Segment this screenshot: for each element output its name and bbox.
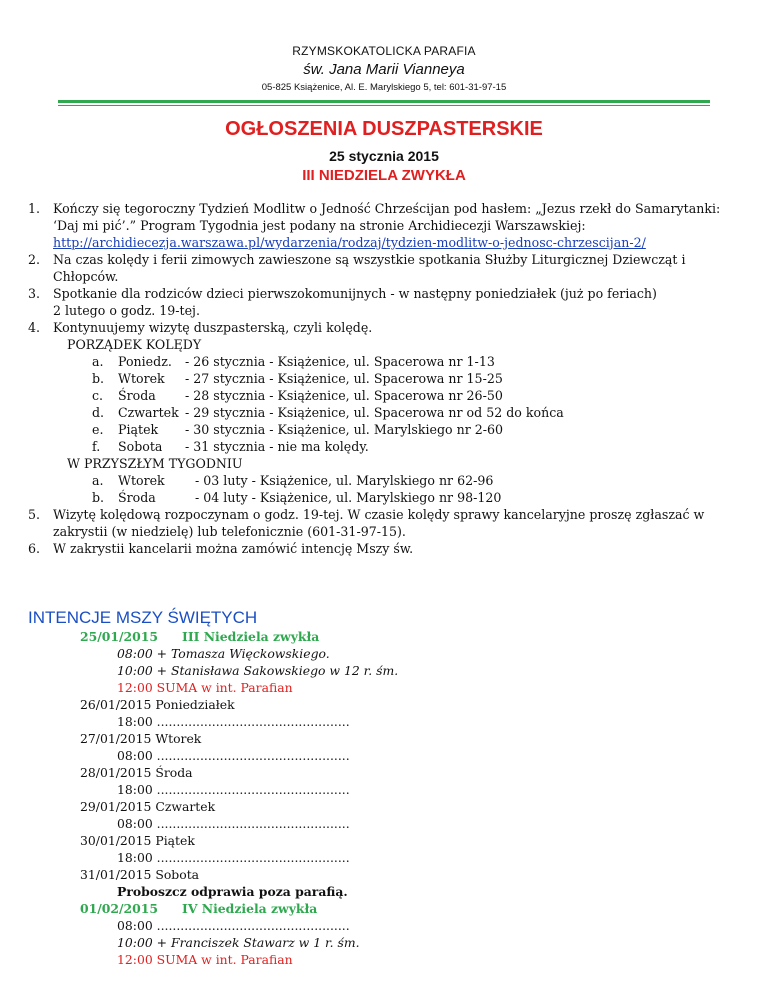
mass-entry: 08:00 .................................................: [117, 918, 350, 933]
parish-name: św. Jana Marii Vianneya: [303, 61, 465, 78]
row-letter: f.: [92, 439, 101, 454]
item-text: Na czas kolędy i ferii zimowych zawieszone są wszystkie spotkania Służby Liturgicznej Dziewcząt i Chłopców.: [53, 252, 686, 284]
mass-entry: 18:00 .................................................: [117, 782, 350, 797]
koleda-row: [28, 387, 748, 404]
row-day: Wtorek: [118, 473, 165, 488]
next-week-heading: W PRZYSZŁYM TYGODNIU: [67, 456, 243, 471]
row-letter: d.: [92, 405, 105, 420]
item-number: 1.: [28, 201, 41, 216]
day-label: 27/01/2015 Wtorek: [80, 731, 202, 746]
item-text: Spotkanie dla rodziców dzieci pierwszokomunijnych - w następny poniedziałek (już po feriach): [53, 286, 657, 301]
announcement-item: [28, 506, 748, 540]
sunday-date: 01/02/2015: [80, 901, 159, 916]
saturday-note: Proboszcz odprawia poza parafią.: [117, 884, 348, 899]
koleda-row: [28, 421, 748, 438]
item-number: 3.: [28, 286, 41, 301]
header-rule-thick: [58, 100, 710, 103]
mass-entry: 10:00 + Franciszek Stawarz w 1 r. śm.: [117, 935, 360, 950]
koleda-heading: PORZĄDEK KOLĘDY: [67, 337, 202, 352]
row-info: - 30 stycznia - Książenice, ul. Marylskiego nr 2-60: [185, 422, 504, 437]
mass-entry: 08:00 .................................................: [117, 816, 350, 831]
row-info: - 26 stycznia - Książenice, ul. Spacerowa nr 1-13: [185, 354, 495, 369]
row-day: Czwartek: [118, 405, 179, 420]
sunday-name: IV Niedziela zwykła: [182, 901, 318, 916]
announcement-item: [28, 319, 748, 336]
row-letter: a.: [92, 354, 104, 369]
row-letter: b.: [92, 490, 105, 505]
day-label: 28/01/2015 Środa: [80, 765, 193, 780]
koleda-row: [28, 472, 748, 489]
row-info: - 31 stycznia - nie ma kolędy.: [185, 439, 369, 454]
mass-entry: 12:00 SUMA w int. Parafian: [117, 680, 293, 695]
mass-entry: 18:00 .................................................: [117, 850, 350, 865]
koleda-row: [28, 353, 748, 370]
item-text-cont: 2 lutego o godz. 19-tej.: [53, 303, 200, 318]
sunday-line: [80, 900, 740, 917]
parish-type: RZYMSKOKATOLICKA PARAFIA: [292, 44, 476, 58]
mass-entry: 08:00 + Tomasza Więckowskiego.: [117, 646, 330, 661]
archdiocese-link[interactable]: http://archidiecezja.warszawa.pl/wydarzenia/rodzaj/tydzien-modlitw-o-jednosc-chrzescijan-2/: [53, 235, 646, 250]
mass-entry: 12:00 SUMA w int. Parafian: [117, 952, 293, 967]
item-text: Kontynuujemy wizytę duszpasterską, czyli kolędę.: [53, 320, 373, 335]
row-info: - 28 stycznia - Książenice, ul. Spacerowa nr 26-50: [185, 388, 503, 403]
item-text: Kończy się tegoroczny Tydzień Modlitw o Jedność Chrześcijan pod hasłem: „Jezus rzekł do Samarytanki: ‘Daj mi pić’.” Program Tygodnia jest podany na stronie Archidiecezji Warszawskiej:: [53, 201, 721, 233]
sunday-date: 25/01/2015: [80, 629, 159, 644]
day-label: 29/01/2015 Czwartek: [80, 799, 216, 814]
parish-address: 05-825 Książenice, Al. E. Marylskiego 5, tel: 601-31-97-15: [261, 82, 507, 93]
announcement-item: [28, 200, 748, 251]
item-text: Wizytę kolędową rozpoczynam o godz. 19-tej. W czasie kolędy sprawy kancelaryjne proszę zgłaszać w zakrystii (w niedzielę) lub telefonicznie (601-31-97-15).: [53, 507, 705, 539]
mass-entry: 08:00 .................................................: [117, 748, 350, 763]
row-letter: c.: [92, 388, 104, 403]
koleda-row: [28, 404, 748, 421]
item-number: 6.: [28, 541, 41, 556]
day-label: 26/01/2015 Poniedziałek: [80, 697, 235, 712]
announcement-item: [28, 251, 748, 285]
row-letter: e.: [92, 422, 104, 437]
sunday-name: III Niedziela zwykła: [182, 629, 320, 644]
intentions-heading: INTENCJE MSZY ŚWIĘTYCH: [28, 608, 258, 627]
item-number: 2.: [28, 252, 41, 267]
row-info: - 04 luty - Książenice, ul. Marylskiego nr 98-120: [195, 490, 502, 505]
item-number: 5.: [28, 507, 41, 522]
koleda-row: [28, 489, 748, 506]
mass-entry: 18:00 .................................................: [117, 714, 350, 729]
item-number: 4.: [28, 320, 41, 335]
row-info: - 29 stycznia - Książenice, ul. Spacerowa nr od 52 do końca: [185, 405, 564, 420]
liturgical-sunday: III NIEDZIELA ZWYKŁA: [302, 167, 466, 184]
row-day: Piątek: [118, 422, 159, 437]
announcements-list: [28, 200, 748, 557]
bulletin-date: 25 stycznia 2015: [329, 148, 439, 164]
row-day: Środa: [118, 388, 156, 403]
mass-intentions-list: [80, 628, 740, 968]
row-day: Sobota: [118, 439, 163, 454]
row-info: - 03 luty - Książenice, ul. Marylskiego nr 62-96: [195, 473, 494, 488]
sunday-line: [80, 628, 740, 645]
announcement-item: [28, 285, 748, 319]
row-info: - 27 stycznia - Książenice, ul. Spacerowa nr 15-25: [185, 371, 503, 386]
mass-entry: 10:00 + Stanisława Sakowskiego w 12 r. śm.: [117, 663, 399, 678]
koleda-row: [28, 438, 748, 455]
item-text: W zakrystii kancelarii można zamówić intencję Mszy św.: [53, 541, 414, 556]
page-title: OGŁOSZENIA DUSZPASTERSKIE: [225, 118, 543, 140]
koleda-row: [28, 370, 748, 387]
header-rule-thin: [58, 105, 710, 106]
day-label: 31/01/2015 Sobota: [80, 867, 200, 882]
day-label: 30/01/2015 Piątek: [80, 833, 195, 848]
row-day: Środa: [118, 490, 156, 505]
row-day: Poniedz.: [118, 354, 172, 369]
row-day: Wtorek: [118, 371, 165, 386]
announcement-item: [28, 540, 748, 557]
row-letter: b.: [92, 371, 105, 386]
row-letter: a.: [92, 473, 104, 488]
